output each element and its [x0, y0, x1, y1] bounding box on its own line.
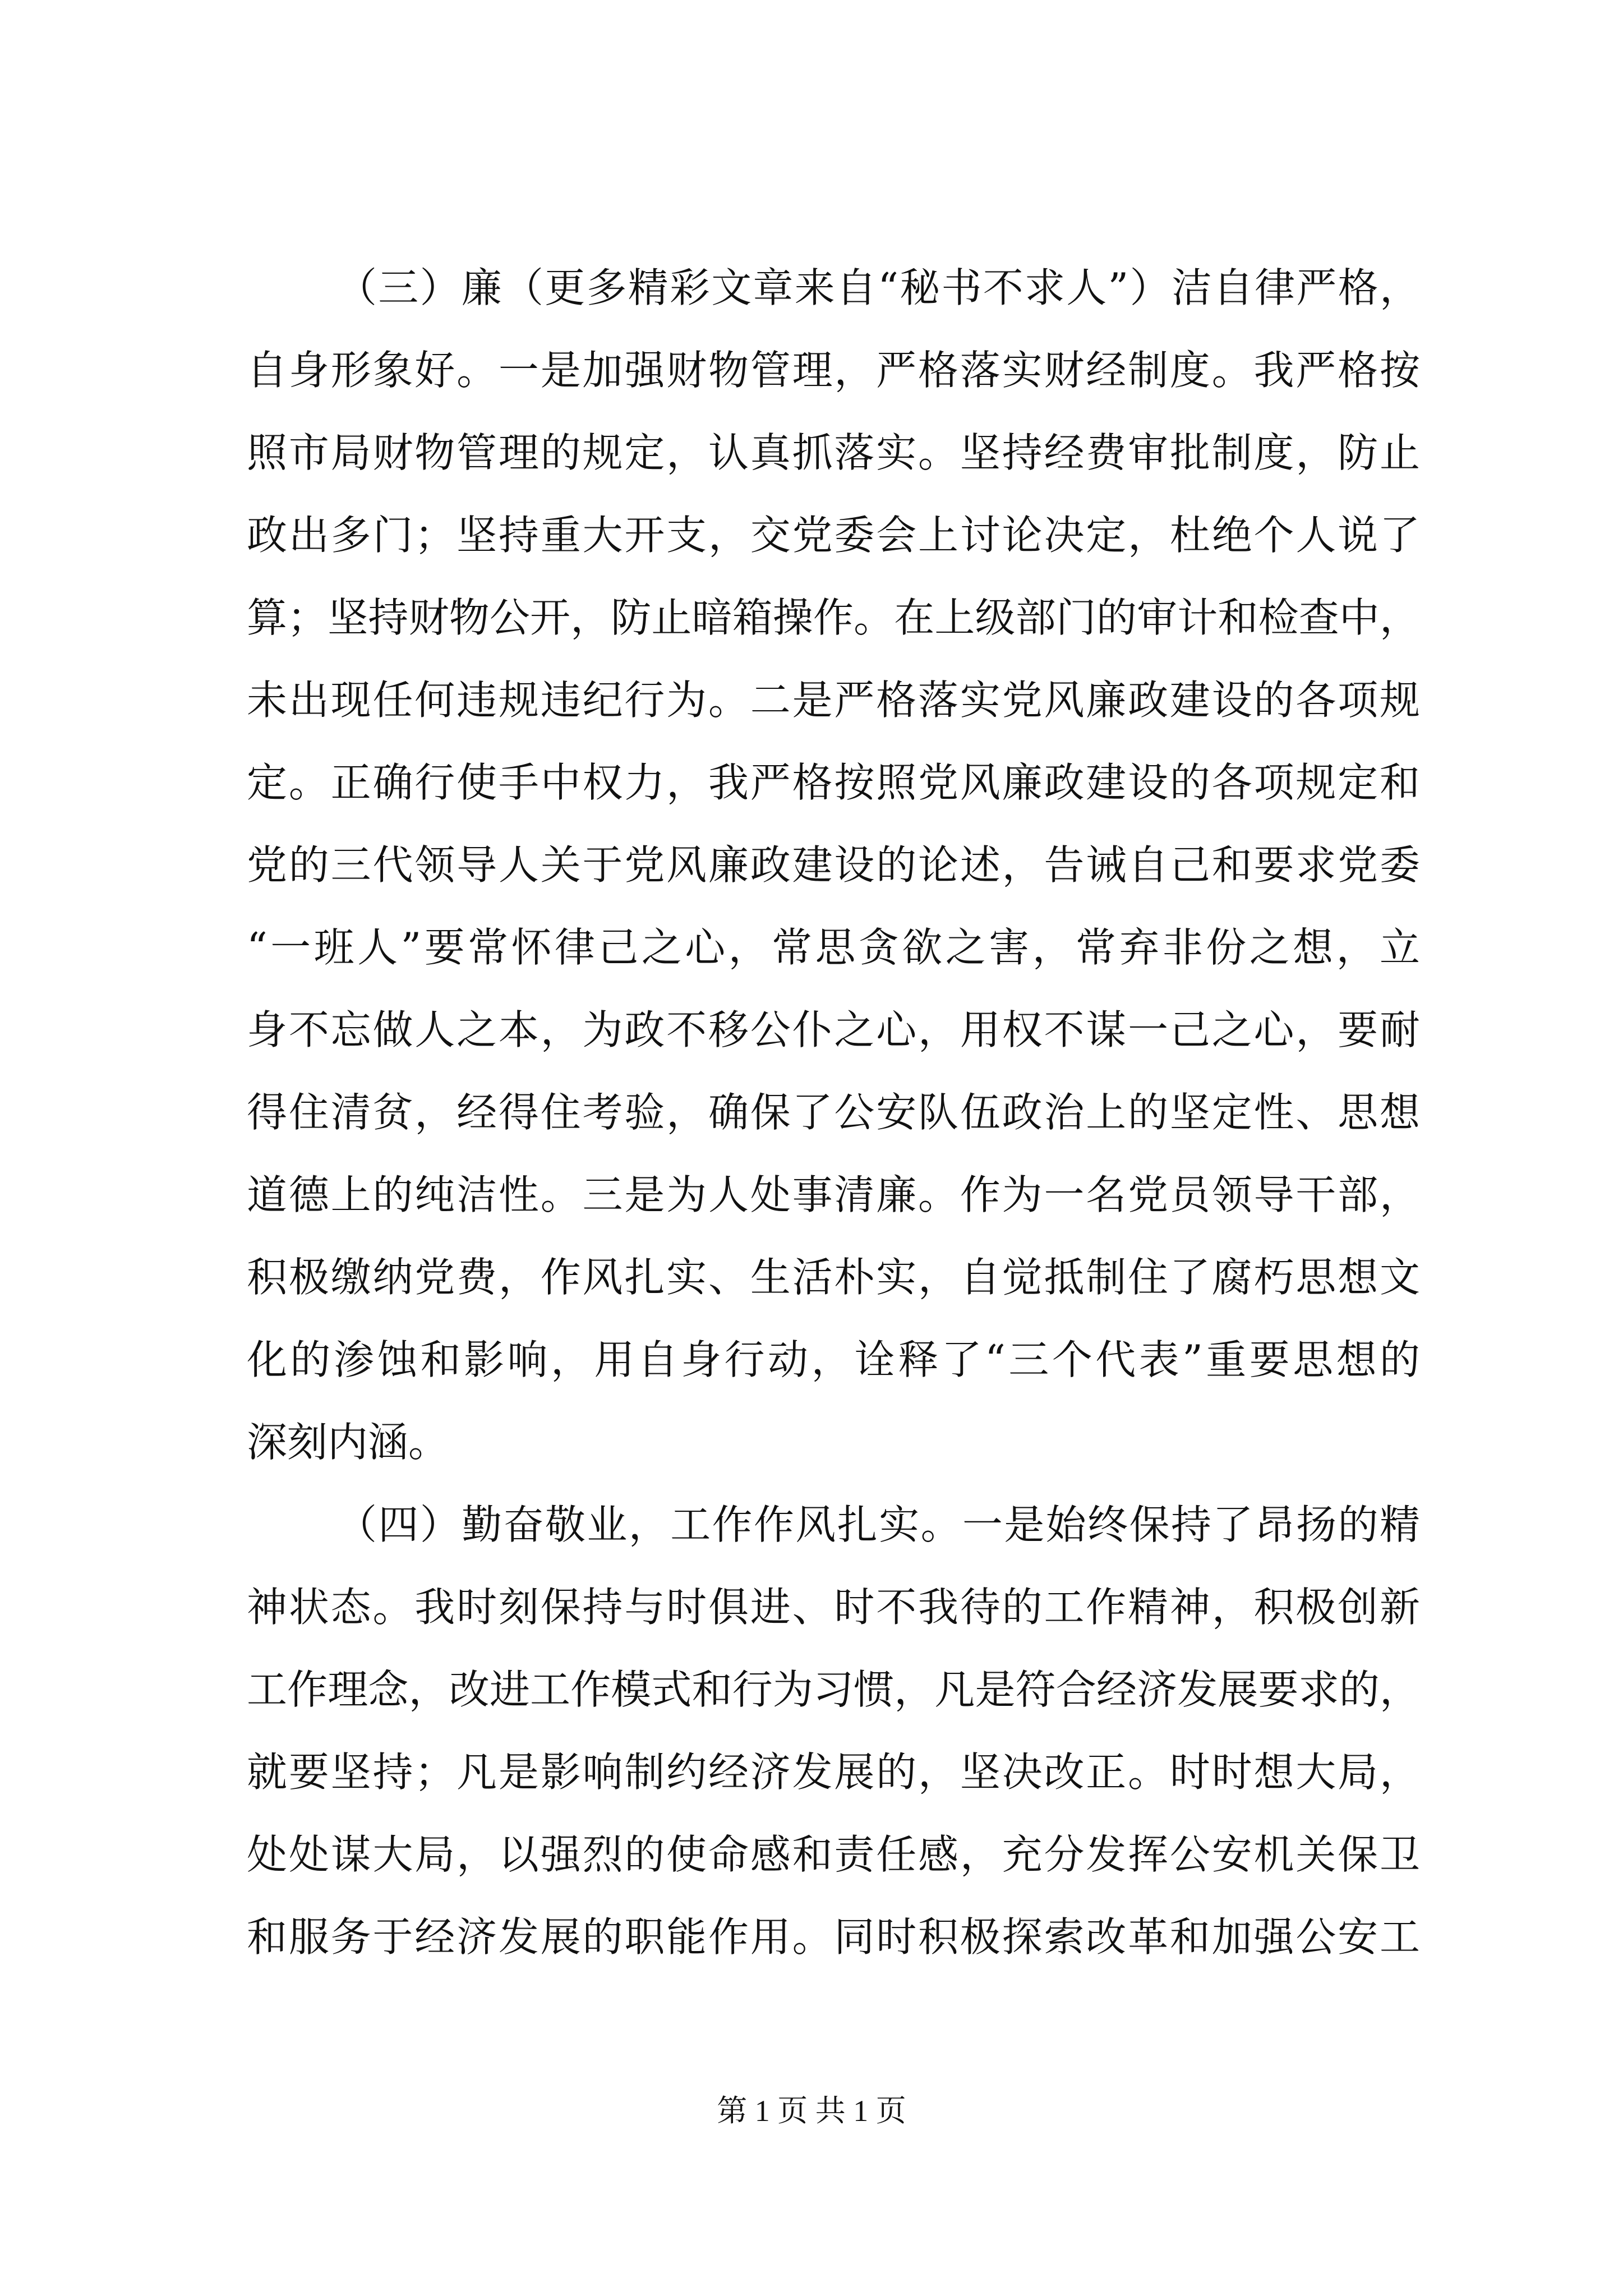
text-line: 照市局财物管理的规定，认真抓落实。坚持经费审批制度，防止: [247, 429, 1420, 476]
text-line: 深刻内涵。: [247, 1419, 449, 1466]
text-line: 神状态。我时刻保持与时俱进、时不我待的工作精神，积极创新: [247, 1584, 1420, 1631]
text-line: 党的三代领导人关于党风廉政建设的论述，告诫自己和要求党委: [247, 841, 1420, 889]
text-line: 工作理念，改进工作模式和行为习惯，凡是符合经济发展要求的，: [247, 1666, 1420, 1713]
text-line: 自身形象好。一是加强财物管理，严格落实财经制度。我严格按: [247, 347, 1420, 394]
text-line: （三）廉（更多精彩文章来自“秘书不求人”）洁自律严格，: [336, 264, 1420, 311]
document-body: [247, 247, 1420, 1978]
text-line: 算；坚持财物公开，防止暗箱操作。在上级部门的审计和检查中，: [247, 594, 1420, 641]
text-line: 身不忘做人之本，为政不移公仆之心，用权不谋一己之心，要耐: [247, 1006, 1420, 1053]
text-line: 处处谋大局，以强烈的使命感和责任感，充分发挥公安机关保卫: [247, 1831, 1420, 1878]
text-line: “一班人”要常怀律己之心，常思贪欲之害，常弃非份之想，立: [247, 924, 1420, 971]
text-line: 积极缴纳党费，作风扎实、生活朴实，自觉抵制住了腐朽思想文: [247, 1254, 1420, 1301]
text-line: 就要坚持；凡是影响制约经济发展的，坚决改正。时时想大局，: [247, 1749, 1420, 1796]
text-line: 和服务于经济发展的职能作用。同时积极探索改革和加强公安工: [247, 1913, 1420, 1961]
text-line: 政出多门；坚持重大开支，交党委会上讨论决定，杜绝个人说了: [247, 512, 1420, 559]
text-line: 未出现任何违规违纪行为。二是严格落实党风廉政建设的各项规: [247, 677, 1420, 724]
text-line: 道德上的纯洁性。三是为人处事清廉。作为一名党员领导干部，: [247, 1171, 1420, 1218]
text-line: 得住清贫，经得住考验，确保了公安队伍政治上的坚定性、思想: [247, 1089, 1420, 1136]
text-line: （四）勤奋敬业，工作作风扎实。一是始终保持了昂扬的精: [336, 1501, 1420, 1548]
page-number-footer: 第 1 页 共 1 页: [717, 2094, 906, 2128]
paragraph: [247, 1484, 1420, 1978]
text-line: 化的渗蚀和影响，用自身行动，诠释了“三个代表”重要思想的: [247, 1336, 1420, 1383]
paragraph: [247, 247, 1420, 1484]
text-line: 定。正确行使手中权力，我严格按照党风廉政建设的各项规定和: [247, 759, 1420, 806]
